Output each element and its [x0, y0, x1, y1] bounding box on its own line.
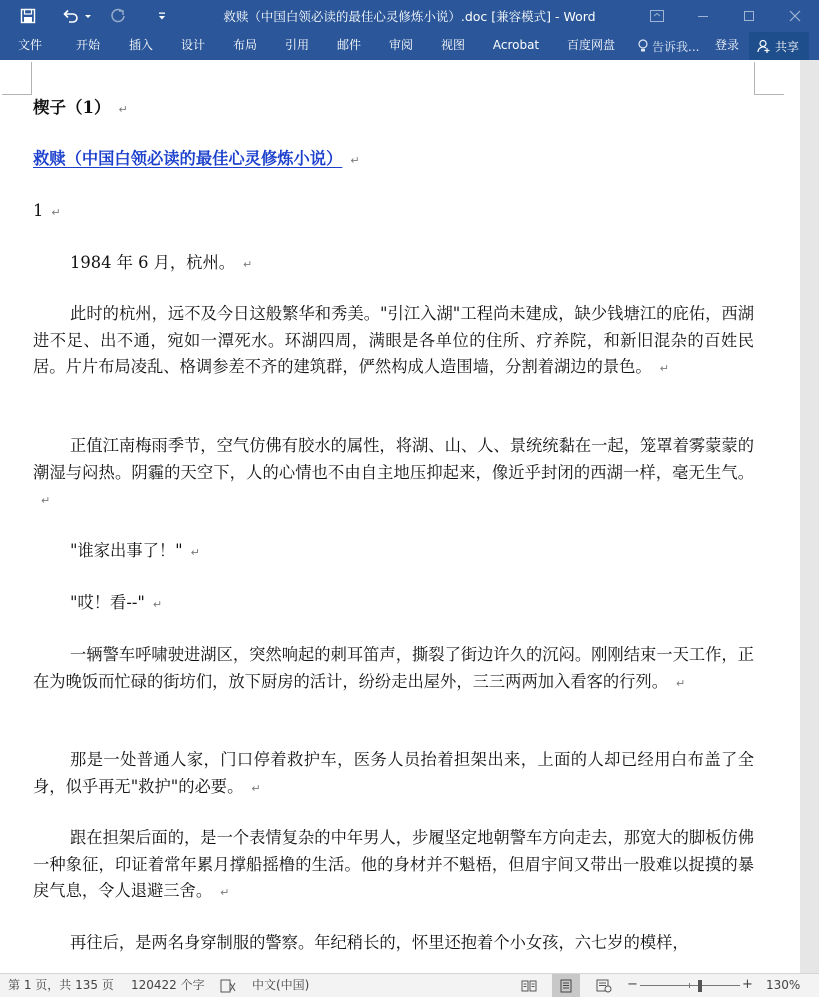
- language-indicator[interactable]: 中文(中国): [252, 978, 310, 992]
- minimize-button[interactable]: [680, 0, 726, 32]
- zoom-in-button[interactable]: +: [742, 977, 753, 992]
- paragraph-text: 再往后，是两名身穿制服的警察。年纪稍长的，怀里还抱着个小女孩，六七岁的模样，: [70, 933, 689, 952]
- ribbon-display-options-button[interactable]: [634, 0, 680, 32]
- paragraph-text: "谁家出事了！": [70, 541, 183, 560]
- proofing-status-button[interactable]: [219, 974, 237, 997]
- zoom-track-line: [640, 985, 740, 986]
- paragraph-mark-icon: ↵: [51, 206, 61, 219]
- paragraph-text: 跟在担架后面的，是一个表情复杂的中年男人，步履坚定地朝警车方向走去，那宽大的脚板仿佛一种象征，印证着常年累月撑船摇橹的生活。他的身材并不魁梧，但眉宇间又带出一股难以捉摸的暴戾气息，令人退避三舍。: [33, 828, 754, 900]
- maximize-icon: [743, 10, 755, 22]
- heading-paragraph: [33, 95, 754, 124]
- print-layout-button[interactable]: [552, 974, 580, 997]
- tab-home[interactable]: 开始: [75, 38, 100, 52]
- status-bar: [0, 973, 819, 997]
- read-mode-button[interactable]: [519, 974, 539, 997]
- read-mode-icon: [521, 979, 537, 992]
- paragraph: [33, 590, 754, 619]
- paragraph: [33, 642, 754, 697]
- tab-view[interactable]: 视图: [440, 38, 465, 52]
- close-button[interactable]: [772, 0, 818, 32]
- paragraph-text: 1: [33, 201, 44, 220]
- paragraph-text: 一辆警车呼啸驶进湖区，突然响起的刺耳笛声，撕裂了街边许久的沉闷。刚刚结束一天工作，正在为晚饭而忙碌的街坊们，放下厨房的活计，纷纷走出屋外，三三两两加入看客的行列。: [33, 645, 754, 691]
- share-button[interactable]: [749, 32, 809, 60]
- title-link[interactable]: 救赎（中国白领必读的最佳心灵修炼小说）: [33, 149, 343, 168]
- paragraph-mark-icon: ↵: [243, 258, 253, 271]
- heading-text: 楔子（1）: [33, 98, 111, 117]
- document-area: [0, 60, 819, 973]
- word-count[interactable]: 120422 个字: [131, 978, 205, 992]
- share-person-icon: [757, 39, 771, 53]
- minimize-icon: [697, 10, 709, 22]
- title-link-paragraph: [33, 146, 754, 175]
- tab-mailings[interactable]: 邮件: [336, 38, 361, 52]
- share-label: 共享: [775, 39, 800, 54]
- paragraph: [33, 198, 754, 227]
- paragraph-mark-icon: ↵: [675, 676, 686, 690]
- paragraph-mark-icon: ↵: [251, 781, 261, 795]
- title-bar: [0, 0, 819, 32]
- paragraph-text: "哎！看--": [70, 593, 145, 612]
- tab-review[interactable]: 审阅: [388, 38, 413, 52]
- paragraph: [33, 301, 754, 383]
- page-count[interactable]: 第 1 页，共 135 页: [8, 978, 114, 992]
- tab-design[interactable]: 设计: [180, 38, 205, 52]
- maximize-button[interactable]: [726, 0, 772, 32]
- paragraph-mark-icon: ↵: [350, 154, 360, 167]
- zoom-out-button[interactable]: −: [627, 977, 638, 992]
- paragraph-mark-icon: ↵: [118, 103, 128, 116]
- proofing-icon: [220, 979, 236, 993]
- tab-file[interactable]: 文件: [17, 38, 42, 52]
- paragraph-mark-icon: ↵: [41, 494, 51, 507]
- web-layout-icon: [596, 979, 612, 993]
- tab-insert[interactable]: 插入: [128, 38, 153, 52]
- zoom-center-tick: [689, 983, 690, 988]
- paragraph-text: 此时的杭州，远不及今日这般繁华和秀美。"引江入湖"工程尚未建成，缺少钱塘江的庇佑，西湖进不足、出不通，宛如一潭死水。环湖四周，满眼是各单位的住所、疗养院，和新旧混杂的百姓民居。片片布局凌乱、格调参差不齐的建筑群，俨然构成人造围墙，分割着湖边的景色。: [33, 304, 754, 376]
- sign-in-button[interactable]: 登录: [714, 38, 739, 52]
- web-layout-button[interactable]: [594, 974, 614, 997]
- paragraph-mark-icon: ↵: [220, 886, 230, 899]
- tab-layout[interactable]: 布局: [232, 38, 257, 52]
- ribbon-tabs: [0, 32, 819, 60]
- paragraph-text: 1984 年 6 月，杭州。: [70, 253, 236, 272]
- paragraph: [33, 250, 754, 279]
- tab-acrobat[interactable]: Acrobat: [492, 38, 540, 52]
- ribbon-options-icon: [650, 10, 664, 22]
- paragraph-text: 正值江南梅雨季节，空气仿佛有胶水的属性，将湖、山、人、景统统黏在一起，笼罩着雾蒙蒙的潮湿与闷热。阴霾的天空下，人的心情也不由自主地压抑起来，像近乎封闭的西湖一样，毫无生气。: [33, 436, 754, 482]
- document-page[interactable]: [0, 60, 800, 973]
- tell-me-search[interactable]: [637, 32, 699, 60]
- lightbulb-icon: [637, 39, 649, 53]
- paragraph-mark-icon: ↵: [152, 598, 163, 611]
- tab-references[interactable]: 引用: [284, 38, 309, 52]
- tab-baidu-netdisk[interactable]: 百度网盘: [566, 38, 615, 52]
- paragraph: [33, 433, 754, 515]
- paragraph: [33, 538, 754, 567]
- paragraph: [33, 747, 754, 802]
- paragraph: [33, 825, 754, 907]
- paragraph-mark-icon: ↵: [190, 546, 200, 559]
- zoom-thumb[interactable]: [698, 980, 702, 992]
- close-icon: [789, 10, 801, 22]
- margin-corner-left: [2, 62, 32, 95]
- paragraph-text: 那是一处普通人家，门口停着救护车，医务人员抬着担架出来，上面的人却已经用白布盖了全身，似乎再无"救护"的必要。: [33, 750, 754, 796]
- print-layout-icon: [559, 979, 573, 993]
- zoom-slider-track: [640, 980, 740, 992]
- paragraph-mark-icon: ↵: [659, 362, 669, 375]
- window-title: 救赎（中国白领必读的最佳心灵修炼小说）.doc [兼容模式] - Word: [223, 9, 596, 24]
- paragraph: [33, 930, 754, 957]
- vertical-scrollbar[interactable]: [800, 60, 819, 973]
- zoom-slider[interactable]: [640, 974, 740, 997]
- zoom-level[interactable]: 130%: [766, 978, 801, 992]
- tell-me-label: 告诉我...: [652, 39, 700, 54]
- margin-corner-right: [754, 62, 784, 95]
